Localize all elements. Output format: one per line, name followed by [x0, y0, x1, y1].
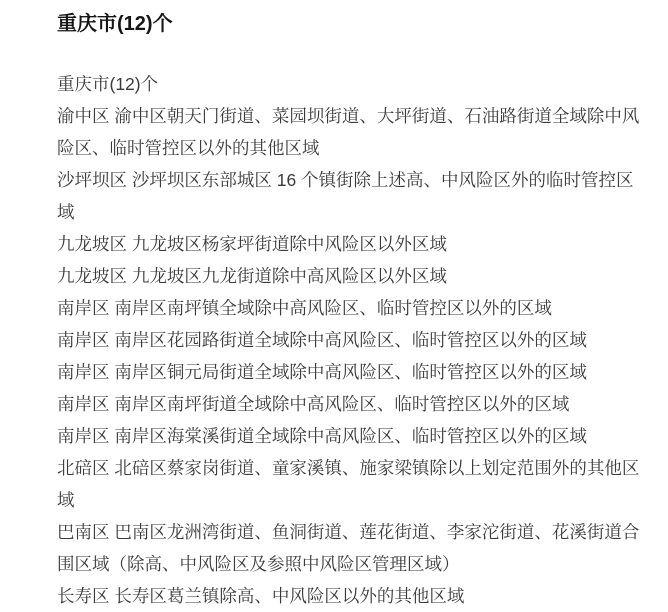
text-line: 南岸区 南岸区铜元局街道全域除中高风险区、临时管控区以外的区域: [57, 362, 587, 382]
text-line: 域: [57, 490, 75, 510]
text-line: 重庆市(12)个: [57, 74, 159, 94]
text-line: 沙坪坝区 沙坪坝区东部城区 16 个镇街除上述高、中风险区外的临时管控区: [57, 170, 634, 190]
text-line: 九龙坡区 九龙坡区杨家坪街道除中风险区以外区域: [57, 234, 447, 254]
text-line: 域: [57, 202, 75, 222]
page-title: 重庆市(12)个: [57, 13, 173, 35]
text-line: 南岸区 南岸区南坪镇全域除中高风险区、临时管控区以外的区域: [57, 298, 552, 318]
text-line: 巴南区 巴南区龙洲湾街道、鱼洞街道、莲花街道、李家沱街道、花溪街道合: [57, 522, 640, 542]
text-line: 南岸区 南岸区花园路街道全域除中高风险区、临时管控区以外的区域: [57, 330, 587, 350]
text-line: 长寿区 长寿区葛兰镇除高、中风险区以外的其他区域: [57, 586, 465, 606]
text-line: 九龙坡区 九龙坡区九龙街道除中高风险区以外区域: [57, 266, 447, 286]
text-line: 南岸区 南岸区海棠溪街道全域除中高风险区、临时管控区以外的区域: [57, 426, 587, 446]
text-line: 险区、临时管控区以外的其他区域: [57, 138, 320, 158]
text-line: 北碚区 北碚区蔡家岗街道、童家溪镇、施家梁镇除以上划定范围外的其他区: [57, 458, 640, 478]
text-line: 围区域（除高、中风险区及参照中风险区管理区域）: [57, 554, 460, 574]
text-line: 南岸区 南岸区南坪街道全域除中高风险区、临时管控区以外的区域: [57, 394, 570, 414]
document-body: [57, 68, 658, 612]
text-line: 渝中区 渝中区朝天门街道、菜园坝街道、大坪街道、石油路街道全域除中风: [57, 106, 640, 126]
